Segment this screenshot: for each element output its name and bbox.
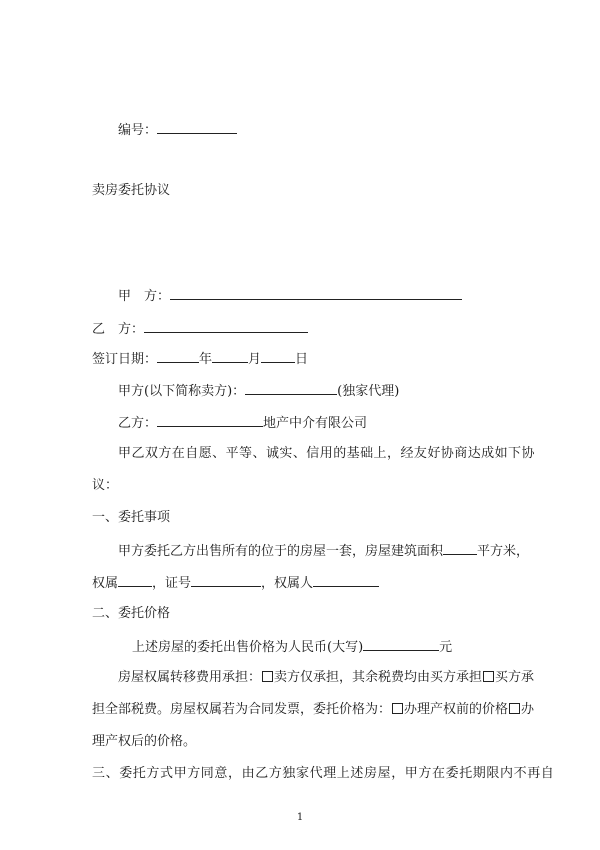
month-blank xyxy=(212,349,248,363)
sign-date-field xyxy=(92,349,308,369)
number-label: 编号： xyxy=(118,123,158,138)
section2-fee-line-3: 理产权后的价格。 xyxy=(92,734,197,749)
year-label: 年 xyxy=(199,352,213,367)
section1-line-2 xyxy=(92,573,379,593)
document-title: 卖房委托协议 xyxy=(92,183,171,198)
agency-blank xyxy=(157,413,263,427)
party-b-field xyxy=(92,319,308,339)
section2-fee-line-1 xyxy=(118,669,534,687)
fee-text-e: 办理产权前的价格 xyxy=(404,702,509,717)
sign-date-label: 签订日期： xyxy=(92,352,158,367)
fee-text-a: 房屋权属转移费用承担： xyxy=(118,670,262,685)
fee-text-c: 买方承 xyxy=(495,670,535,685)
party-a-field xyxy=(118,286,462,306)
buyer-all-checkbox[interactable] xyxy=(483,671,494,682)
intro-a-suffix: (独家代理) xyxy=(337,384,400,399)
party-b-label: 乙 方： xyxy=(92,322,145,337)
cert-label: ，证号 xyxy=(152,576,192,591)
party-b-blank xyxy=(144,319,308,333)
year-blank xyxy=(157,349,199,363)
intro-party-a xyxy=(118,381,399,401)
preamble-line-1: 甲乙双方在自愿、平等、诚实、信用的基础上，经友好协商达成如下协 xyxy=(118,446,535,461)
section1-line1-suffix: 平方米， xyxy=(477,544,530,559)
party-a-label: 甲 方： xyxy=(118,289,171,304)
day-blank xyxy=(261,349,295,363)
owner-label: ，权属人 xyxy=(261,576,314,591)
ownership-blank xyxy=(118,573,152,587)
before-title-checkbox[interactable] xyxy=(392,703,403,714)
number-field xyxy=(118,120,237,140)
seller-blank xyxy=(245,381,337,395)
section2-heading: 二、委托价格 xyxy=(92,606,171,621)
seller-only-checkbox[interactable] xyxy=(262,671,273,682)
owner-blank xyxy=(313,573,379,587)
intro-b-suffix: 地产中介有限公司 xyxy=(263,416,368,431)
preamble-line-2: 议： xyxy=(92,478,119,493)
fee-text-f: 办 xyxy=(521,702,535,717)
month-label: 月 xyxy=(248,352,262,367)
area-blank xyxy=(443,541,477,555)
intro-party-b xyxy=(118,413,367,433)
after-title-checkbox[interactable] xyxy=(509,703,520,714)
party-a-blank xyxy=(170,286,462,300)
price-text: 上述房屋的委托出售价格为人民币(大写) xyxy=(132,640,364,655)
price-unit: 元 xyxy=(439,640,453,655)
cert-blank xyxy=(191,573,261,587)
section2-fee-line-2 xyxy=(92,701,534,719)
section1-line1-text: 甲方委托乙方出售所有的位于的房屋一套，房屋建筑面积 xyxy=(118,544,444,559)
section1-line-1 xyxy=(118,541,529,561)
ownership-label: 权属 xyxy=(92,576,119,591)
day-label: 日 xyxy=(295,352,309,367)
section2-price-line xyxy=(132,637,452,657)
page-number: 1 xyxy=(296,812,304,823)
section1-heading: 一、委托事项 xyxy=(92,510,171,525)
intro-b-text: 乙方： xyxy=(118,416,158,431)
fee-text-b: 卖方仅承担，其余税费均由买方承担 xyxy=(274,670,483,685)
section3-line-1: 三、委托方式甲方同意，由乙方独家代理上述房屋，甲方在委托期限内不再自 xyxy=(92,766,555,781)
intro-a-text: 甲方(以下简称卖方)： xyxy=(118,384,246,399)
price-blank xyxy=(363,637,439,651)
number-blank xyxy=(157,120,237,134)
fee-text-d: 担全部税费。房屋权属若为合同发票，委托价格为： xyxy=(92,702,392,717)
